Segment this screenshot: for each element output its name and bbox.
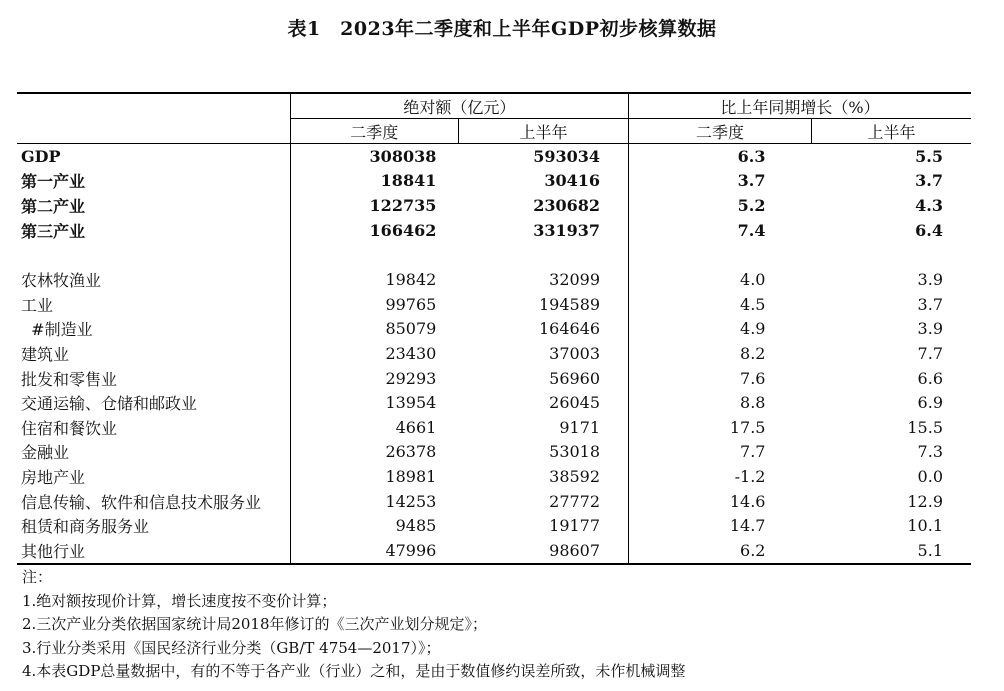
row-label: 住宿和餐饮业 (21, 418, 118, 438)
gdp-table-container (17, 92, 971, 565)
cell-growth-q2: 4.9 (629, 317, 812, 342)
cell-growth-q2: 6.2 (629, 538, 812, 564)
header-absolute-value: 绝对额（亿元） (290, 93, 628, 119)
cell-growth-q2: 4.0 (629, 267, 812, 292)
cell-abs-h1: 37003 (549, 343, 601, 363)
row-label: 第三产业 (21, 221, 86, 241)
cell-growth-q2: 17.5 (629, 415, 812, 440)
notes-heading: 注： (22, 568, 53, 586)
header-abs-h1: 上半年 (458, 119, 628, 144)
table-row (17, 341, 971, 366)
table-body (17, 144, 971, 564)
cell-growth-q2: 7.7 (629, 440, 812, 465)
row-label: #制造业 (21, 320, 93, 340)
row-label: 房地产业 (21, 467, 86, 487)
cell-growth-q2: 6.3 (629, 144, 812, 169)
header-growth-q2: 二季度 (629, 119, 812, 144)
cell-abs-q2: 23430 (290, 341, 458, 366)
cell-growth-h1: 10.1 (907, 516, 943, 536)
cell-growth-h1: 5.5 (915, 146, 943, 166)
row-label: 信息传输、软件和信息技术服务业 (21, 492, 262, 512)
cell-growth-q2: -1.2 (629, 464, 812, 489)
cell-abs-h1: 19177 (549, 516, 601, 536)
note-item: 2.三次产业分类依据国家统计局2018年修订的《三次产业划分规定》； (22, 615, 487, 633)
cell-growth-q2: 8.8 (629, 390, 812, 415)
note-item: 1.绝对额按现价计算，增长速度按不变价计算； (22, 591, 337, 610)
table-row (17, 390, 971, 415)
cell-growth-q2: 4.5 (629, 292, 812, 317)
cell-growth-q2: 14.6 (629, 489, 812, 514)
cell-abs-q2: 85079 (290, 317, 458, 342)
cell-growth-q2: 7.4 (629, 218, 812, 243)
cell-abs-h1: 26045 (549, 393, 601, 413)
table-row (17, 464, 971, 489)
note-item: 3.行业分类采用《国民经济行业分类（GB/T 4754—2017）》； (22, 638, 441, 657)
cell-growth-h1: 3.9 (917, 270, 943, 290)
cell-growth-h1: 7.3 (917, 442, 943, 462)
spacer-row (17, 242, 971, 267)
cell-growth-q2: 3.7 (629, 169, 812, 194)
cell-growth-q2: 8.2 (629, 341, 812, 366)
table-row (17, 193, 971, 218)
cell-abs-q2: 18981 (290, 464, 458, 489)
cell-abs-q2: 4661 (290, 415, 458, 440)
cell-growth-h1: 6.6 (917, 368, 943, 388)
cell-abs-q2: 18841 (290, 169, 458, 194)
cell-abs-h1: 593034 (533, 146, 601, 166)
cell-abs-h1: 32099 (549, 270, 601, 290)
spacer-cell (17, 242, 290, 267)
table-row (17, 440, 971, 465)
row-label: 建筑业 (21, 344, 70, 364)
cell-growth-h1: 3.9 (917, 319, 943, 339)
cell-abs-h1: 98607 (458, 538, 628, 564)
cell-abs-h1: 230682 (533, 195, 601, 215)
cell-growth-h1: 3.7 (917, 294, 943, 314)
table-row (17, 489, 971, 514)
row-label: 租赁和商务服务业 (21, 517, 150, 537)
cell-abs-h1: 56960 (549, 368, 601, 388)
cell-growth-h1: 7.7 (917, 343, 943, 363)
cell-abs-q2: 29293 (290, 366, 458, 391)
row-label: 交通运输、仓储和邮政业 (21, 394, 198, 414)
cell-growth-h1: 6.4 (915, 220, 943, 240)
cell-abs-h1: 30416 (544, 171, 601, 191)
spacer-cell (811, 242, 971, 267)
cell-growth-h1: 0.0 (917, 466, 943, 486)
header-abs-q2: 二季度 (290, 119, 458, 144)
cell-abs-q2: 14253 (290, 489, 458, 514)
header-growth-h1: 上半年 (811, 119, 971, 144)
spacer-cell (458, 242, 628, 267)
table-row (17, 218, 971, 243)
cell-growth-h1: 5.1 (811, 538, 971, 564)
spacer-cell (629, 242, 812, 267)
cell-growth-q2: 7.6 (629, 366, 812, 391)
row-label: 第二产业 (21, 196, 86, 216)
spacer-cell (290, 242, 458, 267)
cell-abs-q2: 99765 (290, 292, 458, 317)
cell-growth-q2: 5.2 (629, 193, 812, 218)
note-item: 4.本表GDP总量数据中，有的不等于各产业（行业）之和，是由于数值修约误差所致，未作机械调整 (22, 662, 686, 680)
cell-abs-h1: 53018 (549, 442, 601, 462)
table-row (17, 169, 971, 194)
cell-abs-q2: 308038 (290, 144, 458, 169)
cell-abs-q2: 26378 (290, 440, 458, 465)
table-row (17, 513, 971, 538)
cell-abs-h1: 331937 (533, 220, 601, 240)
table-title: 表1 2023年二季度和上半年GDP初步核算数据 (287, 18, 717, 40)
table-row (17, 538, 971, 564)
row-label: 第一产业 (21, 172, 86, 192)
cell-abs-q2: 19842 (290, 267, 458, 292)
cell-abs-h1: 27772 (549, 491, 601, 511)
row-label: 金融业 (21, 443, 70, 463)
cell-growth-h1: 4.3 (915, 195, 943, 215)
cell-abs-q2: 47996 (290, 538, 458, 564)
table-row (17, 415, 971, 440)
cell-abs-q2: 13954 (290, 390, 458, 415)
header-growth-rate: 比上年同期增长（%） (629, 93, 971, 119)
cell-growth-h1: 6.9 (917, 393, 943, 413)
row-label: 批发和零售业 (21, 369, 118, 389)
row-label: 其他行业 (17, 538, 290, 564)
cell-abs-q2: 9485 (290, 513, 458, 538)
cell-abs-q2: 122735 (290, 193, 458, 218)
gdp-table (17, 92, 971, 565)
row-label: GDP (21, 146, 61, 166)
table-row (17, 144, 971, 169)
table-row (17, 366, 971, 391)
cell-growth-q2: 14.7 (629, 513, 812, 538)
cell-abs-h1: 194589 (538, 294, 601, 314)
table-row (17, 267, 971, 292)
cell-abs-q2: 166462 (290, 218, 458, 243)
cell-growth-h1: 15.5 (907, 417, 943, 437)
stub-header (17, 93, 290, 144)
notes-section (22, 566, 982, 684)
cell-growth-h1: 3.7 (915, 171, 943, 191)
cell-abs-h1: 9171 (559, 417, 601, 437)
row-label: 农林牧渔业 (21, 271, 102, 291)
table-row (17, 317, 971, 342)
row-label: 工业 (21, 295, 54, 315)
cell-abs-h1: 38592 (549, 466, 601, 486)
cell-growth-h1: 12.9 (907, 491, 943, 511)
table-row (17, 292, 971, 317)
cell-abs-h1: 164646 (538, 319, 601, 339)
